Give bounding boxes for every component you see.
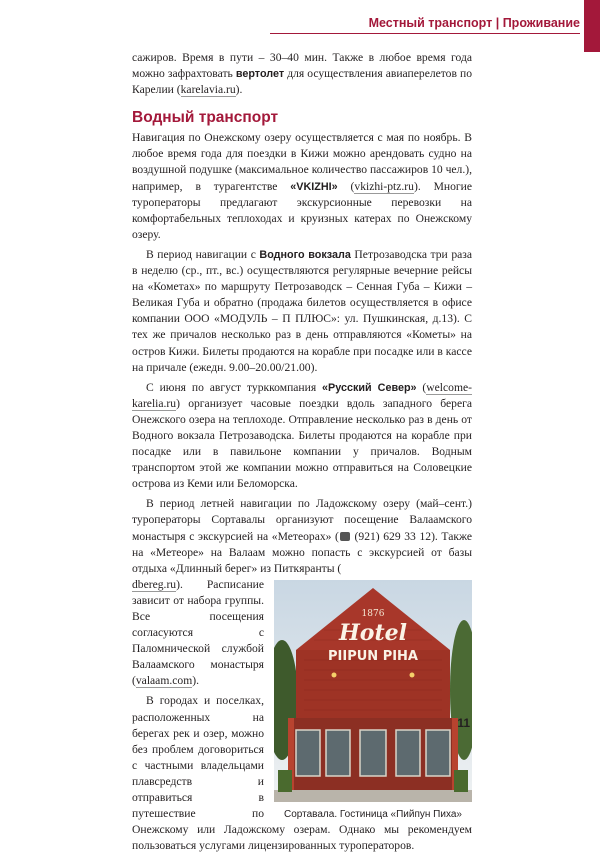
main-text xyxy=(132,50,472,854)
p1-text-1: Навигация по Онежскому озеру осуществляется с мая по ноябрь. В любое время года для поездки в Кижи можно арендовать судно на воздушной подушке (максимальное количество пассажиров 10 чел.), например, в турагентстве xyxy=(132,131,472,193)
link-dbereg[interactable]: dbereg.ru xyxy=(132,577,177,591)
intro-paragraph xyxy=(132,50,472,98)
intro-text-1: сажиров. Время в пути – 30–40 мин. Также в любое время года можно зафрахтовать xyxy=(132,51,472,81)
link-valaam[interactable]: valaam.com xyxy=(135,674,193,688)
phone-number: (921) 629 33 12 xyxy=(354,529,432,543)
phone-icon xyxy=(340,532,350,541)
p3-text-1: С июня по август турккомпания xyxy=(146,380,323,394)
page-number: 11 xyxy=(457,716,470,730)
paragraph-1 xyxy=(132,130,472,243)
p1-text-3: ). Многие туроператоры предлагают экскурсионные перевозки на комфортабельных теплоходах и круизных катерах по Онежскому озеру. xyxy=(132,179,472,241)
top-bar xyxy=(0,0,600,12)
intro-text-3: ). xyxy=(235,83,243,97)
photo-block xyxy=(274,580,472,821)
paragraph-3 xyxy=(132,380,472,493)
p4-text-3: ). Расписание зависит от набора группы. Все посещения согласуются с Паломнической службой Валаамского монастыря ( xyxy=(132,577,264,688)
paragraph-4 xyxy=(132,496,472,576)
link-welcome-karelia[interactable]: welcome-karelia.ru xyxy=(132,380,472,410)
sign-name: PIIPUN PIHA xyxy=(328,648,418,664)
p4-text-1: В период летней навигации по Ладожскому озеру (май–сент.) туроператоры Сортавалы организуют посещение Валаамского монастыря с экскурсией на «Метеорах» ( xyxy=(132,497,472,543)
p2-text-1: В период навигации с xyxy=(146,247,260,261)
p4-text-2: ). Также на «Метеоре» на Валаам можно попасть с экскурсией от базы отдыха «Длинный берег» из Питкяранты ( xyxy=(132,529,473,575)
p1-text-2: ( xyxy=(337,179,355,193)
p3-text-3: ) организует часовые поездки вдоль западного берега Онежского озера на теплоходе. Отправление несколько раз в день от Водного вокзала Петрозаводска. Билеты продаются на корабле при посадке или в павильоне компании у причалов. Водным транспортом этой же компании можно отправиться на Соловецкие острова из Кеми или Беломорска. xyxy=(132,396,472,491)
paragraph-2 xyxy=(132,247,472,376)
p3-text-2: ( xyxy=(416,380,427,394)
chapter-tab xyxy=(584,0,600,52)
p2-bold-water-station: Водного вокзала xyxy=(259,248,351,261)
p4-text-4: ). xyxy=(192,674,199,688)
header-rule xyxy=(270,33,580,34)
hotel-photo xyxy=(274,580,472,802)
sign-year: 1876 xyxy=(361,608,385,619)
link-karelavia[interactable]: karelavia.ru xyxy=(180,83,236,97)
p3-bold-russian-north: «Русский Север» xyxy=(322,381,417,394)
photo-caption: Сортавала. Гостиница «Пийпун Пиха» xyxy=(284,808,462,820)
p2-text-2: Петрозаводска три раза в неделю (ср., пт., вс.) осуществляются регулярные вечерние рейсы на «Кометах» по маршруту Петрозаводск – Сенная Губа – Кижи – Великая Губа и обратно (продажа билетов осуществляется в офисе компании ООО «МОДУЛЬ – П ПЛЮС»: ул. Пушкинская, д.13). С тех же причалов несколько раз в день отправляются «Кометы» на остров Кижи. Билеты продаются на корабле при посадке или в кассе на причале (ежедн. 9.00–20.00/21.00). xyxy=(132,247,472,374)
running-header: Местный транспорт | Проживание xyxy=(368,16,580,30)
sign-hotel: Hotel xyxy=(339,619,407,646)
intro-bold-helicopter: вертолет xyxy=(235,68,285,81)
link-vkizhi[interactable]: vkizhi-ptz.ru xyxy=(354,179,414,193)
paragraph-5: В городах и поселках, расположенных на берегах рек и озер, можно без проблем договориться с частными владельцами плавсредств и отправиться в путешествие по Онежскому или Ладожскому озерам. Однако мы рекомендуем пользоваться услугами лицензированных туроператоров. xyxy=(132,694,472,853)
p1-bold-vkizhi: «VKIZHI» xyxy=(290,180,338,193)
intro-text-2: для осуществления авиаперелетов по Карелии ( xyxy=(132,67,472,97)
section-title: Водный транспорт xyxy=(132,109,279,127)
